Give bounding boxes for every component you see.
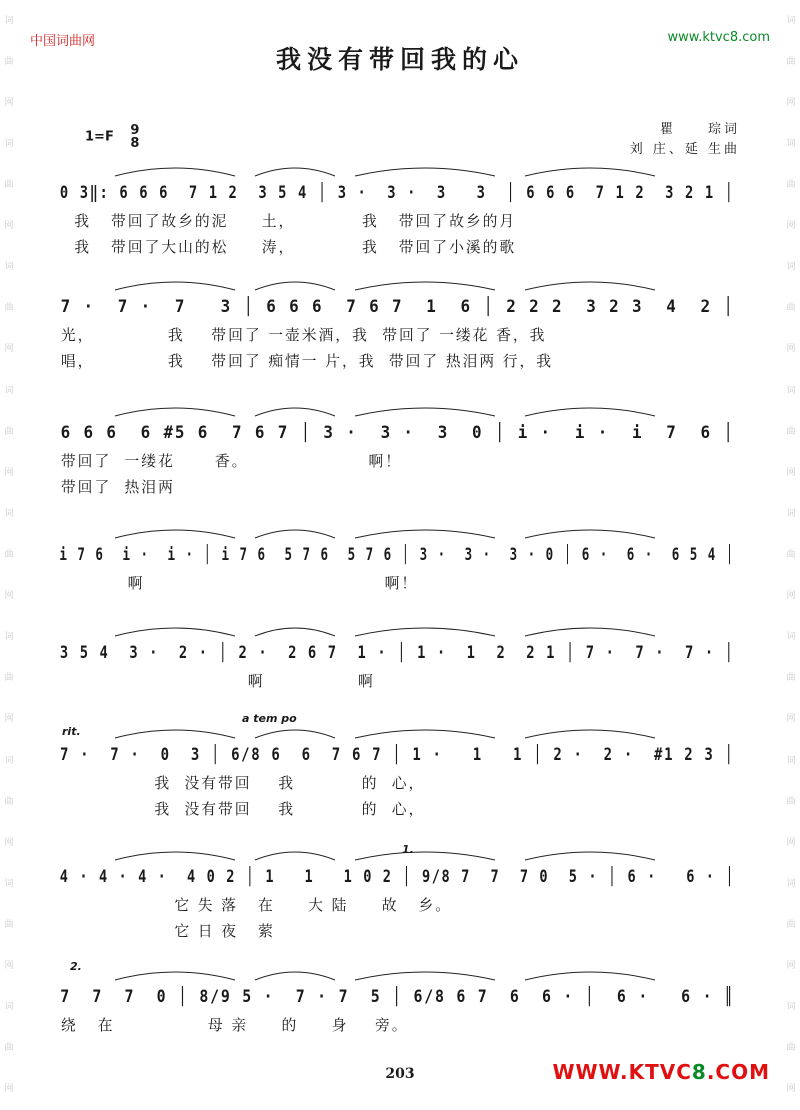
side-watermark-char: 曲 <box>786 919 796 930</box>
side-watermark-char: 曲 <box>786 1043 796 1054</box>
song-title: 我没有带回我的心 <box>275 45 524 74</box>
staff-system <box>55 418 745 500</box>
slur-marks <box>55 620 745 640</box>
side-watermark-char: 网 <box>786 1084 796 1095</box>
side-watermark-char: 曲 <box>4 549 14 560</box>
side-watermark-char: 曲 <box>4 179 14 190</box>
side-watermark-char: 网 <box>786 714 796 725</box>
side-watermark-char: 词 <box>786 262 796 273</box>
slur <box>525 972 655 980</box>
side-watermark-char: 词 <box>786 632 796 643</box>
side-watermark-char: 曲 <box>786 549 796 560</box>
volta-1: 1. <box>402 843 414 856</box>
watermark-green: 8 <box>691 1060 707 1084</box>
lyric-line: 我 没有带回 我 的 心， <box>60 774 426 792</box>
lyricist-credit: 瞿 琮词 <box>659 122 740 137</box>
slur-marks <box>55 844 745 864</box>
slur <box>355 852 495 860</box>
slur <box>115 730 235 738</box>
staff-system <box>55 638 745 694</box>
side-watermark-char: 网 <box>4 467 14 478</box>
staff-system <box>55 540 745 596</box>
a-tempo-direction: a tem po <box>242 712 297 725</box>
slur <box>525 408 655 416</box>
rit-direction: rit. <box>62 725 81 738</box>
side-watermark-char: 词 <box>4 878 14 889</box>
side-watermark-char: 词 <box>786 508 796 519</box>
slur <box>355 628 495 636</box>
side-watermark-char: 词 <box>786 1002 796 1013</box>
slur <box>115 972 235 980</box>
side-watermark-char: 词 <box>786 138 796 149</box>
staff-system <box>55 292 745 374</box>
lyric-line: 它 失 落 在 大 陆 故 乡。 <box>60 896 453 914</box>
lyric-line: 光， 我 带回了 一壶米酒，我 带回了 一缕花 香，我 <box>60 326 547 344</box>
side-watermark-char: 网 <box>4 221 14 232</box>
slur-marks <box>55 722 745 742</box>
staff-system <box>55 982 745 1038</box>
side-watermark-char: 曲 <box>786 673 796 684</box>
lyric-line: 唱， 我 带回了 痴情一 片，我 带回了 热泪两 行，我 <box>60 352 554 370</box>
jianpu-notes: 7 7 7 0 │ 8/9 5 · 7 · 7 5 │ 6/8 6 7 6 6 · │ 6 · 6 · ║ <box>60 987 735 1007</box>
lyric-line: 啊 啊 <box>60 672 375 690</box>
key-signature <box>85 124 139 150</box>
volta-2: 2. <box>70 960 82 973</box>
side-watermark-char: 网 <box>4 97 14 108</box>
composer-credit: 刘 庄、延 生曲 <box>629 142 740 157</box>
slur <box>115 852 235 860</box>
side-watermark-char: 词 <box>786 755 796 766</box>
lyric-line: 它 日 夜 萦 <box>60 922 275 940</box>
slur <box>355 408 495 416</box>
side-watermark-right <box>784 0 798 1110</box>
staff-system <box>55 740 745 822</box>
side-watermark-char: 词 <box>786 15 796 26</box>
side-watermark-char: 网 <box>786 344 796 355</box>
slur <box>115 168 235 176</box>
slur <box>255 168 335 176</box>
side-watermark-char: 词 <box>4 755 14 766</box>
slur <box>525 852 655 860</box>
slur <box>525 168 655 176</box>
slur <box>355 282 495 290</box>
slur-marks <box>55 400 745 420</box>
watermark-red: WWW.KTVC <box>552 1060 692 1084</box>
side-watermark-char: 曲 <box>4 919 14 930</box>
slur <box>355 730 495 738</box>
jianpu-notes: 3 5 4 3 · 2 · │ 2 · 2 6 7 1 · │ 1 · 1 2 2 1 │ 7 · 7 · 7 · │ <box>59 643 735 663</box>
staff-system <box>55 178 745 260</box>
side-watermark-char: 网 <box>4 591 14 602</box>
slur <box>115 282 235 290</box>
side-watermark-char: 网 <box>786 97 796 108</box>
side-watermark-char: 网 <box>4 837 14 848</box>
time-denominator: 8 <box>130 136 140 151</box>
side-watermark-char: 曲 <box>786 303 796 314</box>
lyric-line: 带回了 一缕花 香。 啊！ <box>60 452 403 470</box>
slur-marks <box>55 522 745 542</box>
jianpu-notes: 7 · 7 · 0 3 │ 6/8 6 6 7 6 7 │ 1 · 1 1 │ 2 · 2 · #1 2 3 │ <box>59 745 735 765</box>
slur <box>115 628 235 636</box>
slur-marks <box>55 964 745 984</box>
slur <box>255 628 335 636</box>
key-label: 1=F <box>85 129 114 145</box>
side-watermark-char: 词 <box>4 1002 14 1013</box>
site-url-right: www.ktvc8.com <box>667 30 770 45</box>
jianpu-notes: i 7 6 i · i · │ i 7 6 5 7 6 5 7 6 │ 3 · 3 · 3 · 0 │ 6 · 6 · 6 5 4 │ <box>59 545 735 565</box>
slur-marks <box>55 274 745 294</box>
slur <box>355 168 495 176</box>
slur-marks <box>55 160 745 180</box>
side-watermark-char: 网 <box>4 1084 14 1095</box>
lyric-line: 绕 在 母 亲 的 身 旁。 <box>60 1016 409 1034</box>
slur <box>255 282 335 290</box>
slur <box>115 530 235 538</box>
side-watermark-char: 曲 <box>4 426 14 437</box>
side-watermark-char: 词 <box>4 385 14 396</box>
side-watermark-char: 词 <box>786 878 796 889</box>
side-watermark-char: 词 <box>4 15 14 26</box>
side-watermark-char: 曲 <box>786 56 796 67</box>
side-watermark-char: 网 <box>4 961 14 972</box>
lyric-line: 我 没有带回 我 的 心， <box>60 800 426 818</box>
lyric-line: 啊 啊！ <box>60 574 419 592</box>
slur <box>255 730 335 738</box>
jianpu-notes: 4 · 4 · 4 · 4 0 2 │ 1 1 1 0 2 │ 9/8 7 7 7 0 5 · │ 6 · 6 · │ <box>59 867 736 887</box>
side-watermark-char: 词 <box>4 138 14 149</box>
side-watermark-char: 网 <box>786 961 796 972</box>
slur <box>525 628 655 636</box>
side-watermark-char: 网 <box>786 221 796 232</box>
side-watermark-char: 网 <box>786 591 796 602</box>
side-watermark-char: 词 <box>4 508 14 519</box>
lyric-line: 带回了 热泪两 <box>60 478 175 496</box>
side-watermark-char: 曲 <box>4 56 14 67</box>
slur <box>525 530 655 538</box>
side-watermark-char: 网 <box>786 837 796 848</box>
side-watermark-char: 曲 <box>4 673 14 684</box>
site-name-left: 中国词曲网 <box>30 34 96 49</box>
slur <box>525 282 655 290</box>
side-watermark-char: 网 <box>4 344 14 355</box>
watermark-tail: .COM <box>706 1060 770 1084</box>
side-watermark-char: 词 <box>786 385 796 396</box>
staff-system <box>55 862 745 944</box>
time-numerator: 9 <box>130 123 140 138</box>
side-watermark-char: 词 <box>4 262 14 273</box>
page-number: 203 <box>385 1066 415 1082</box>
side-watermark-char: 曲 <box>786 426 796 437</box>
slur <box>525 730 655 738</box>
side-watermark-char: 曲 <box>786 179 796 190</box>
slur <box>255 972 335 980</box>
side-watermark-char: 曲 <box>4 796 14 807</box>
side-watermark-char: 网 <box>4 714 14 725</box>
side-watermark-char: 曲 <box>786 796 796 807</box>
slur <box>255 530 335 538</box>
slur <box>255 408 335 416</box>
slur <box>355 972 495 980</box>
side-watermark-char: 网 <box>786 467 796 478</box>
side-watermark-char: 词 <box>4 632 14 643</box>
time-signature <box>130 124 139 150</box>
slur <box>355 530 495 538</box>
side-watermark-left <box>2 0 16 1110</box>
jianpu-notes: 7 · 7 · 7 3 │ 6 6 6 7 6 7 1 6 │ 2 2 2 3 2 3 4 2 │ <box>60 297 735 317</box>
jianpu-notes: 6 6 6 6 #5 6 7 6 7 │ 3 · 3 · 3 0 │ i · i · i 7 6 │ <box>60 423 735 443</box>
slur <box>115 408 235 416</box>
side-watermark-char: 曲 <box>4 303 14 314</box>
slur <box>255 852 335 860</box>
jianpu-notes: 0 3‖: 6 6 6 7 1 2 3 5 4 │ 3 · 3 · 3 3 │ 6 6 6 7 1 2 3 2 1 │ <box>59 183 735 203</box>
lyric-line: 我 带回了大山的松 涛， 我 带回了小溪的歌 <box>60 238 517 256</box>
footer-watermark <box>552 1060 770 1084</box>
side-watermark-char: 曲 <box>4 1043 14 1054</box>
lyric-line: 我 带回了故乡的泥 土， 我 带回了故乡的月 <box>60 212 517 230</box>
